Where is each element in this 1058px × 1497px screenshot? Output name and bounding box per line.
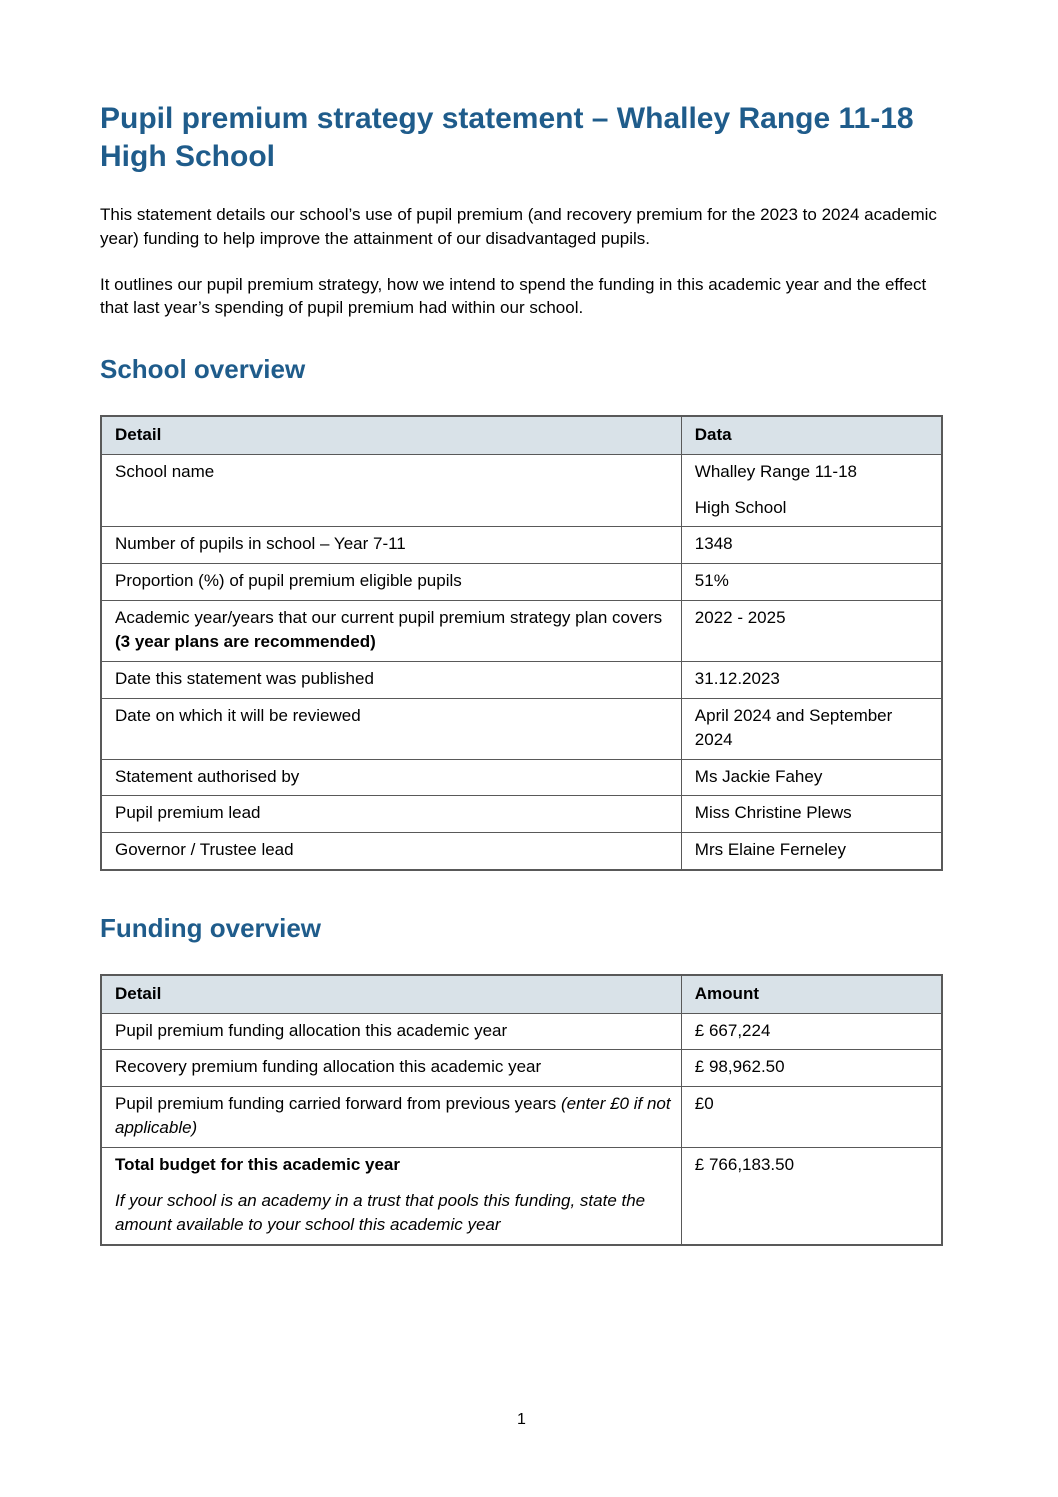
text-segment: School name bbox=[115, 462, 215, 482]
column-header-amount: Amount bbox=[681, 975, 942, 1013]
cell-paragraph bbox=[115, 1153, 671, 1178]
text-segment: £ 667,224 bbox=[694, 1020, 771, 1040]
table-row bbox=[101, 1148, 942, 1245]
detail-cell bbox=[101, 698, 681, 759]
value-cell bbox=[681, 1086, 942, 1147]
text-segment: 31.12.2023 bbox=[694, 668, 780, 688]
text-segment: Pupil premium funding allocation this academic year bbox=[115, 1020, 508, 1040]
cell-paragraph bbox=[695, 1153, 931, 1178]
cell-paragraph bbox=[115, 532, 671, 557]
text-segment: If your school is an academy in a trust that pools this funding, state the amount available to your school this academic year bbox=[115, 1190, 646, 1235]
text-segment: Pupil premium funding carried forward from previous years bbox=[115, 1093, 561, 1113]
text-segment: (3 year plans are recommended) bbox=[115, 632, 376, 652]
text-segment: Mrs Elaine Ferneley bbox=[694, 840, 846, 860]
cell-paragraph bbox=[115, 704, 671, 729]
intro-paragraph-1: This statement details our school’s use of pupil premium (and recovery premium for the 2023 to 2024 academic year) funding to help improve the attainment of our disadvantaged pupils. bbox=[100, 205, 937, 248]
detail-cell bbox=[101, 563, 681, 600]
cell-paragraph bbox=[115, 1092, 671, 1141]
text-segment: High School bbox=[694, 497, 787, 517]
text-segment: Statement authorised by bbox=[115, 766, 300, 786]
header-row bbox=[101, 416, 942, 454]
value-cell bbox=[681, 600, 942, 661]
funding-overview-table bbox=[100, 974, 943, 1246]
value-cell bbox=[681, 1013, 942, 1050]
detail-cell bbox=[101, 796, 681, 833]
cell-paragraph bbox=[115, 765, 671, 790]
cell-paragraph bbox=[695, 496, 931, 521]
value-cell bbox=[681, 1050, 942, 1087]
detail-cell bbox=[101, 527, 681, 564]
cell-paragraph bbox=[695, 1019, 931, 1044]
text-segment: 51% bbox=[694, 570, 729, 590]
school-overview-table-body bbox=[101, 455, 942, 870]
detail-cell bbox=[101, 600, 681, 661]
detail-cell bbox=[101, 661, 681, 698]
table-row bbox=[101, 1050, 942, 1087]
table-row bbox=[101, 455, 942, 527]
school-overview-table-head bbox=[101, 416, 942, 454]
funding-overview-table-head bbox=[101, 975, 942, 1013]
value-cell bbox=[681, 796, 942, 833]
value-cell bbox=[681, 661, 942, 698]
cell-paragraph bbox=[115, 667, 671, 692]
cell-paragraph bbox=[695, 801, 931, 826]
cell-paragraph bbox=[695, 667, 931, 692]
table-row bbox=[101, 833, 942, 870]
detail-cell bbox=[101, 1148, 681, 1245]
document-title: Pupil premium strategy statement – Whalley Range 11-18 High School bbox=[100, 102, 914, 173]
text-segment: Pupil premium lead bbox=[115, 803, 261, 823]
table-row bbox=[101, 759, 942, 796]
detail-cell bbox=[101, 759, 681, 796]
section-heading-school-overview: School overview bbox=[100, 354, 306, 385]
text-segment: 1348 bbox=[694, 534, 733, 554]
table-row bbox=[101, 698, 942, 759]
text-segment: £ 766,183.50 bbox=[694, 1155, 795, 1175]
text-segment: Ms Jackie Fahey bbox=[694, 766, 823, 786]
text-segment: Date this statement was published bbox=[115, 668, 374, 688]
value-cell bbox=[681, 833, 942, 870]
column-header-detail: Detail bbox=[101, 416, 681, 454]
cell-paragraph bbox=[695, 606, 931, 631]
text-segment: £0 bbox=[694, 1093, 714, 1113]
school-overview-table bbox=[100, 415, 943, 870]
column-header-detail: Detail bbox=[101, 975, 681, 1013]
cell-paragraph bbox=[695, 569, 931, 594]
column-header-data: Data bbox=[681, 416, 942, 454]
table-row bbox=[101, 527, 942, 564]
cell-paragraph bbox=[695, 1055, 931, 1080]
table-row bbox=[101, 796, 942, 833]
text-segment: Date on which it will be reviewed bbox=[115, 705, 361, 725]
cell-paragraph bbox=[695, 460, 931, 485]
cell-paragraph bbox=[695, 1092, 931, 1117]
cell-paragraph bbox=[115, 569, 671, 594]
detail-cell bbox=[101, 833, 681, 870]
text-segment: April 2024 and September 2024 bbox=[694, 705, 893, 750]
cell-paragraph bbox=[115, 838, 671, 863]
value-cell bbox=[681, 759, 942, 796]
text-segment: Proportion (%) of pupil premium eligible pupils bbox=[115, 570, 462, 590]
cell-paragraph bbox=[695, 838, 931, 863]
cell-paragraph bbox=[115, 460, 671, 485]
table-row bbox=[101, 1086, 942, 1147]
table-row bbox=[101, 600, 942, 661]
intro-paragraph-2: It outlines our pupil premium strategy, how we intend to spend the funding in this academic year and the effect that last year’s spending of pupil premium had within our school. bbox=[100, 274, 927, 318]
value-cell bbox=[681, 455, 942, 527]
text-segment: Governor / Trustee lead bbox=[115, 840, 294, 860]
cell-paragraph bbox=[115, 801, 671, 826]
text-segment: Number of pupils in school – Year 7-11 bbox=[115, 534, 406, 554]
page-number: 1 bbox=[517, 1411, 526, 1428]
section-heading-funding-overview: Funding overview bbox=[100, 912, 322, 943]
text-segment: Whalley Range 11-18 bbox=[694, 462, 858, 482]
detail-cell bbox=[101, 1050, 681, 1087]
cell-paragraph bbox=[695, 704, 931, 753]
value-cell bbox=[681, 1148, 942, 1245]
cell-paragraph bbox=[115, 1055, 671, 1080]
value-cell bbox=[681, 698, 942, 759]
detail-cell bbox=[101, 455, 681, 527]
cell-paragraph bbox=[115, 1019, 671, 1044]
header-row bbox=[101, 975, 942, 1013]
text-segment: Recovery premium funding allocation this academic year bbox=[115, 1057, 542, 1077]
value-cell bbox=[681, 527, 942, 564]
text-segment: 2022 - 2025 bbox=[694, 607, 786, 627]
cell-paragraph bbox=[115, 606, 671, 655]
cell-paragraph bbox=[695, 765, 931, 790]
cell-paragraph bbox=[695, 532, 931, 557]
cell-paragraph bbox=[115, 1189, 671, 1238]
text-segment: Miss Christine Plews bbox=[694, 803, 852, 823]
detail-cell bbox=[101, 1013, 681, 1050]
funding-overview-table-body bbox=[101, 1013, 942, 1245]
table-row bbox=[101, 1013, 942, 1050]
text-segment: £ 98,962.50 bbox=[694, 1057, 785, 1077]
text-segment: Academic year/years that our current pupil premium strategy plan covers bbox=[115, 607, 663, 627]
table-row bbox=[101, 661, 942, 698]
value-cell bbox=[681, 563, 942, 600]
detail-cell bbox=[101, 1086, 681, 1147]
table-row bbox=[101, 563, 942, 600]
text-segment: (enter £0 if not applicable) bbox=[115, 1093, 671, 1138]
text-segment: Total budget for this academic year bbox=[115, 1155, 400, 1175]
